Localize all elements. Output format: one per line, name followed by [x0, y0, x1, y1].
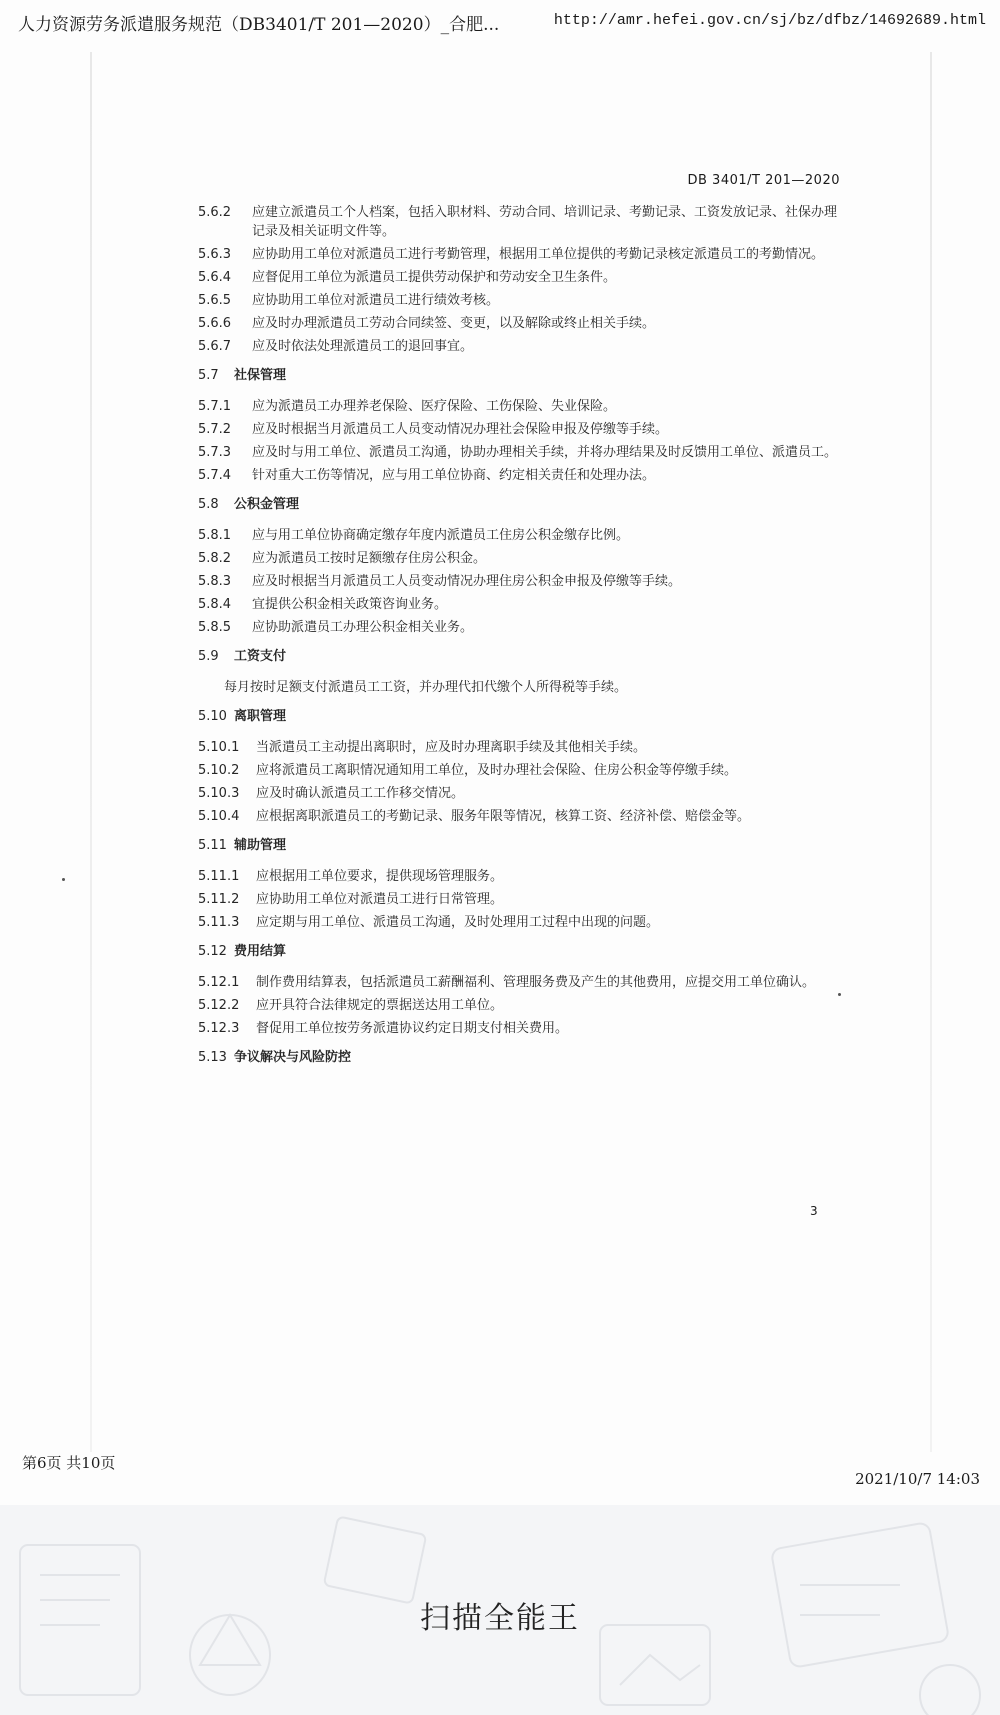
- clause-text: 应及时办理派遣员工劳动合同续签、变更，以及解除或终止相关手续。: [252, 316, 656, 331]
- clause-item: [198, 1019, 838, 1038]
- scan-speck: [62, 878, 65, 881]
- clause-text: 制作费用结算表，包括派遣员工薪酬福利、管理服务费及产生的其他费用，应提交用工单位确认。: [256, 975, 816, 990]
- clause-text: 应根据用工单位要求，提供现场管理服务。: [256, 869, 504, 884]
- section-number: 5.12: [198, 944, 227, 959]
- section-number: 5.11: [198, 838, 227, 853]
- clause-item: [198, 268, 838, 287]
- section-heading: [198, 942, 838, 961]
- clause-text: 针对重大工伤等情况，应与用工单位协商、约定相关责任和处理办法。: [252, 468, 656, 483]
- section-heading: [198, 1048, 838, 1067]
- clause-number: 5.8.4: [198, 597, 232, 612]
- section-heading: [198, 707, 838, 726]
- section-title: 争议解决与风险防控: [234, 1050, 352, 1065]
- section-title: 公积金管理: [234, 497, 300, 512]
- clause-item: [198, 618, 838, 637]
- clause-item: [198, 996, 838, 1015]
- clause-item: [198, 420, 838, 439]
- clause-number: 5.11.3: [198, 915, 240, 930]
- section-title: 离职管理: [234, 709, 287, 724]
- clause-number: 5.6.5: [198, 293, 232, 308]
- clause-item: [198, 738, 838, 757]
- page-number: 3: [810, 1204, 818, 1218]
- clause-item: [198, 549, 838, 568]
- clause-number: 5.6.7: [198, 339, 232, 354]
- section-title: 工资支付: [234, 649, 287, 664]
- clause-text: 应协助用工单位对派遣员工进行日常管理。: [256, 892, 504, 907]
- clause-text: 应及时依法处理派遣员工的退回事宜。: [252, 339, 474, 354]
- clause-item: [198, 784, 838, 803]
- clause-number: 5.7.2: [198, 422, 232, 437]
- clause-text: 应督促用工单位为派遣员工提供劳动保护和劳动安全卫生条件。: [252, 270, 617, 285]
- body-paragraph: 每月按时足额支付派遣员工工资，并办理代扣代缴个人所得税等手续。: [224, 680, 628, 695]
- clause-number: 5.6.2: [198, 205, 232, 220]
- document-title: 人力资源劳务派遣服务规范（DB3401/T 201—2020）_合肥...: [18, 15, 500, 35]
- section-heading: [198, 647, 838, 666]
- clause-text: 应开具符合法律规定的票据送达用工单位。: [256, 998, 504, 1013]
- source-url[interactable]: http://amr.hefei.gov.cn/sj/bz/dfbz/14692689.html: [553, 12, 986, 29]
- clause-item: [198, 337, 838, 356]
- clause-number: 5.12.2: [198, 998, 240, 1013]
- clause-number: 5.6.6: [198, 316, 232, 331]
- section-title: 辅助管理: [234, 838, 287, 853]
- clause-number: 5.7.3: [198, 445, 232, 460]
- clause-item: [198, 397, 838, 416]
- clause-text: 应为派遣员工办理养老保险、医疗保险、工伤保险、失业保险。: [252, 399, 617, 414]
- clause-number: 5.6.3: [198, 247, 232, 262]
- clause-number: 5.7.4: [198, 468, 232, 483]
- clause-item: [198, 913, 838, 932]
- clause-number: 5.10.2: [198, 763, 240, 778]
- clause-text: 应协助用工单位对派遣员工进行绩效考核。: [252, 293, 500, 308]
- clause-item: [198, 761, 838, 780]
- clause-number: 5.10.4: [198, 809, 240, 824]
- clause-item: [198, 291, 838, 310]
- section-number: 5.9: [198, 649, 219, 664]
- clause-text: 应及时根据当月派遣员工人员变动情况办理住房公积金申报及停缴等手续。: [252, 574, 682, 589]
- clause-text: 应将派遣员工离职情况通知用工单位，及时办理社会保险、住房公积金等停缴手续。: [256, 763, 738, 778]
- clause-text: 应及时确认派遣员工工作移交情况。: [256, 786, 465, 801]
- watermark-bar: [0, 1505, 1000, 1715]
- section-number: 5.10: [198, 709, 227, 724]
- clause-number: 5.8.3: [198, 574, 232, 589]
- clause-text: 应定期与用工单位、派遣员工沟通，及时处理用工过程中出现的问题。: [256, 915, 660, 930]
- clause-number: 5.11.2: [198, 892, 240, 907]
- clause-number: 5.10.1: [198, 740, 240, 755]
- clause-item: [198, 867, 838, 886]
- section-title: 费用结算: [234, 944, 287, 959]
- section-number: 5.13: [198, 1050, 227, 1065]
- clause-text: 应协助用工单位对派遣员工进行考勤管理，根据用工单位提供的考勤记录核定派遣员工的考勤情况。: [252, 247, 825, 262]
- clause-text: 应协助派遣员工办理公积金相关业务。: [252, 620, 474, 635]
- section-heading: [198, 495, 838, 514]
- clause-number: 5.7.1: [198, 399, 232, 414]
- clause-text: 宜提供公积金相关政策咨询业务。: [252, 597, 448, 612]
- clause-number: 5.11.1: [198, 869, 240, 884]
- clause-text: 应及时根据当月派遣员工人员变动情况办理社会保险申报及停缴等手续。: [252, 422, 669, 437]
- clause-text: 应为派遣员工按时足额缴存住房公积金。: [252, 551, 487, 566]
- clause-item: [198, 314, 838, 333]
- clause-item: [198, 807, 838, 826]
- section-heading: [198, 836, 838, 855]
- print-datetime: 2021/10/7 14:03: [855, 1470, 980, 1488]
- clause-number: 5.12.3: [198, 1021, 240, 1036]
- clause-number: 5.10.3: [198, 786, 240, 801]
- clause-item: [198, 203, 838, 241]
- clause-item: [198, 245, 838, 264]
- page-count: 第6页 共10页: [22, 1454, 116, 1472]
- scan-speck: [838, 993, 841, 996]
- clause-item: [198, 973, 838, 992]
- scan-edge-left: [90, 52, 92, 1452]
- clause-item: [198, 890, 838, 909]
- clause-number: 5.8.1: [198, 528, 232, 543]
- section-number: 5.7: [198, 368, 219, 383]
- clause-item: [198, 595, 838, 614]
- clause-item: [198, 526, 838, 545]
- clause-text: 当派遣员工主动提出离职时，应及时办理离职手续及其他相关手续。: [256, 740, 647, 755]
- scan-edge-right: [930, 52, 932, 1452]
- clause-item: [198, 466, 838, 485]
- section-heading: [198, 366, 838, 385]
- clause-text: 应与用工单位协商确定缴存年度内派遣员工住房公积金缴存比例。: [252, 528, 630, 543]
- clause-text: 应根据离职派遣员工的考勤记录、服务年限等情况，核算工资、经济补偿、赔偿金等。: [256, 809, 751, 824]
- clause-text: 应建立派遣员工个人档案，包括入职材料、劳动合同、培训记录、考勤记录、工资发放记录、社保办理记录及相关证明文件等。: [252, 205, 838, 239]
- clause-number: 5.8.5: [198, 620, 232, 635]
- clause-number: 5.12.1: [198, 975, 240, 990]
- clause-item: [198, 443, 838, 462]
- clause-number: 5.8.2: [198, 551, 232, 566]
- section-number: 5.8: [198, 497, 219, 512]
- scanner-app-brand: 扫描全能王: [420, 1601, 580, 1636]
- clause-item: [198, 572, 838, 591]
- document-body: [198, 203, 838, 1079]
- section-title: 社保管理: [234, 368, 287, 383]
- clause-text: 应及时与用工单位、派遣员工沟通，协助办理相关手续，并将办理结果及时反馈用工单位、派遣员工。: [252, 445, 838, 460]
- standard-number: DB 3401/T 201—2020: [687, 173, 840, 188]
- clause-text: 督促用工单位按劳务派遣协议约定日期支付相关费用。: [256, 1021, 569, 1036]
- clause-number: 5.6.4: [198, 270, 232, 285]
